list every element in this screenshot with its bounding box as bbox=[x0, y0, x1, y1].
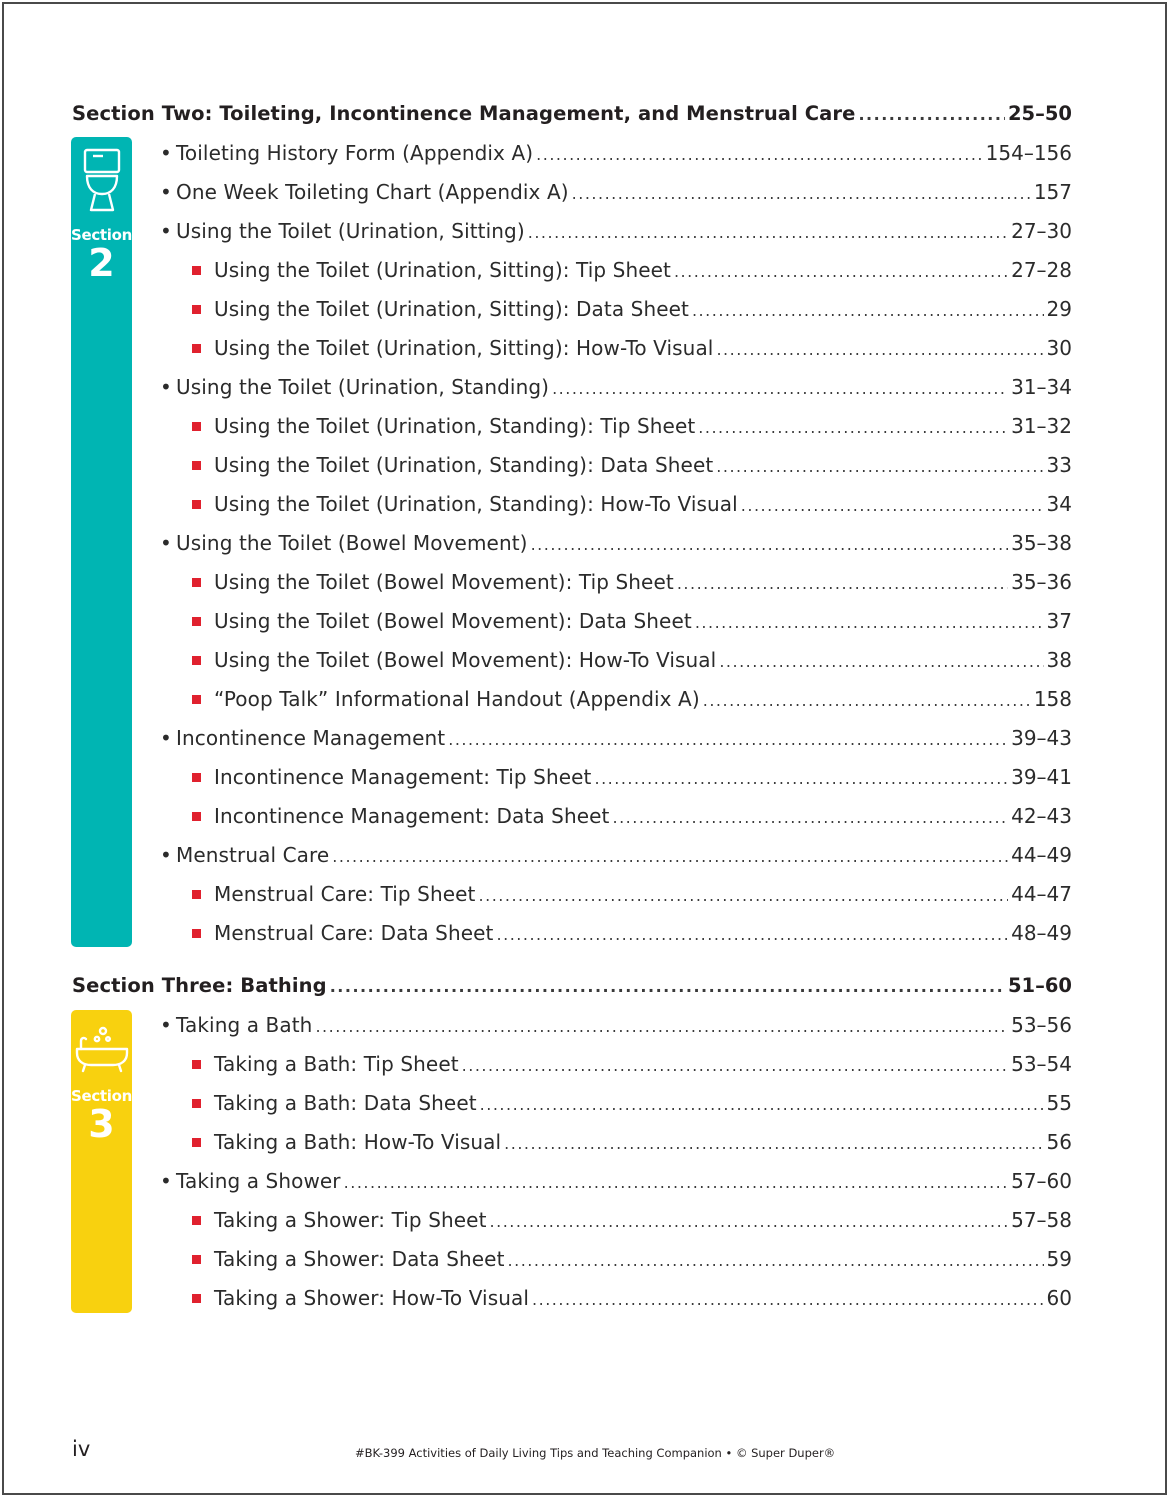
toc-subentry-incontinence-data-sheet[interactable]: Incontinence Management: Data Sheet ..... 42–43 bbox=[192, 804, 1072, 834]
dot-leader bbox=[531, 535, 1009, 554]
toc-subentry-shower-data-sheet[interactable]: Taking a Shower: Data Sheet ..... 59 bbox=[192, 1247, 1072, 1277]
red-square-bullet bbox=[192, 422, 201, 431]
section-three-title: Section Three: Bathing bbox=[72, 974, 327, 997]
section-two-tab-word: Section bbox=[70, 226, 133, 244]
red-square-bullet bbox=[192, 578, 201, 587]
red-square-bullet bbox=[192, 1255, 201, 1264]
dot-leader bbox=[479, 886, 1009, 905]
red-square-bullet bbox=[192, 929, 201, 938]
bullet-dot: • bbox=[160, 843, 172, 867]
red-square-bullet bbox=[192, 890, 201, 899]
red-square-bullet bbox=[192, 695, 201, 704]
section-two-title: Section Two: Toileting, Incontinence Management, and Menstrual Care bbox=[72, 102, 856, 125]
toc-subentry-shower-tip-sheet[interactable]: Taking a Shower: Tip Sheet ..... 57–58 bbox=[192, 1208, 1072, 1238]
red-square-bullet bbox=[192, 266, 201, 275]
section-two-pages: 25–50 bbox=[1007, 102, 1072, 125]
dot-leader bbox=[612, 808, 1008, 827]
section-two-heading[interactable] bbox=[72, 102, 1072, 132]
dot-leader bbox=[677, 574, 1008, 593]
red-square-bullet bbox=[192, 1138, 201, 1147]
toc-subentry-urination-standing-how-to-visual[interactable]: Using the Toilet (Urination, Standing): How-To Visual ..... 34 bbox=[192, 492, 1072, 522]
dot-leader bbox=[572, 184, 1031, 203]
section-three-heading[interactable] bbox=[72, 974, 1072, 1004]
toc-entry-menstrual-care[interactable]: • Menstrual Care ..... 44–49 bbox=[160, 843, 1072, 873]
bathtub-icon bbox=[73, 1019, 131, 1079]
toc-entry-incontinence-management[interactable]: • Incontinence Management ..... 39–43 bbox=[160, 726, 1072, 756]
dot-leader bbox=[695, 613, 1044, 632]
red-square-bullet bbox=[192, 617, 201, 626]
toc-entry-urination-sitting[interactable]: • Using the Toilet (Urination, Sitting) ..... 27–30 bbox=[160, 219, 1072, 249]
dot-leader bbox=[536, 145, 983, 164]
section-three-tab-word: Section bbox=[70, 1087, 133, 1105]
dot-leader bbox=[480, 1095, 1044, 1114]
section-three-tab-number: 3 bbox=[88, 1102, 115, 1146]
dot-leader bbox=[315, 1017, 1008, 1036]
dot-leader bbox=[508, 1251, 1044, 1270]
toc-subentry-bath-how-to-visual[interactable]: Taking a Bath: How-To Visual ..... 56 bbox=[192, 1130, 1072, 1160]
dot-leader bbox=[552, 379, 1008, 398]
bullet-dot: • bbox=[160, 1013, 172, 1037]
toc-subentry-bath-data-sheet[interactable]: Taking a Bath: Data Sheet ..... 55 bbox=[192, 1091, 1072, 1121]
bullet-dot: • bbox=[160, 141, 172, 165]
dot-leader bbox=[716, 340, 1043, 359]
dot-leader bbox=[698, 418, 1008, 437]
toc-entry-bowel-movement[interactable]: • Using the Toilet (Bowel Movement) ..... 35–38 bbox=[160, 531, 1072, 561]
red-square-bullet bbox=[192, 656, 201, 665]
toc-subentry-shower-how-to-visual[interactable]: Taking a Shower: How-To Visual ..... 60 bbox=[192, 1286, 1072, 1316]
section-three-pages: 51–60 bbox=[1007, 974, 1072, 997]
toc-subentry-bowel-movement-tip-sheet[interactable]: Using the Toilet (Bowel Movement): Tip Sheet ..... 35–36 bbox=[192, 570, 1072, 600]
dot-leader bbox=[330, 977, 1005, 996]
dot-leader bbox=[719, 652, 1043, 671]
dot-leader bbox=[703, 691, 1031, 710]
dot-leader bbox=[674, 262, 1008, 281]
footer-credit: #BK-399 Activities of Daily Living Tips and Teaching Companion • © Super Duper® bbox=[355, 1446, 836, 1460]
dot-leader bbox=[716, 457, 1043, 476]
toc-entry-one-week-toileting-chart[interactable]: • One Week Toileting Chart (Appendix A) ..... 157 bbox=[160, 180, 1072, 210]
toc-entry-taking-a-bath[interactable]: • Taking a Bath ..... 53–56 bbox=[160, 1013, 1072, 1043]
dot-leader bbox=[594, 769, 1008, 788]
toc-subentry-bowel-movement-data-sheet[interactable]: Using the Toilet (Bowel Movement): Data Sheet ..... 37 bbox=[192, 609, 1072, 639]
toc-subentry-menstrual-tip-sheet[interactable]: Menstrual Care: Tip Sheet ..... 44–47 bbox=[192, 882, 1072, 912]
red-square-bullet bbox=[192, 812, 201, 821]
red-square-bullet bbox=[192, 1099, 201, 1108]
red-square-bullet bbox=[192, 1216, 201, 1225]
dot-leader bbox=[497, 925, 1009, 944]
toc-subentry-bath-tip-sheet[interactable]: Taking a Bath: Tip Sheet ..... 53–54 bbox=[192, 1052, 1072, 1082]
page-number: iv bbox=[72, 1437, 91, 1461]
red-square-bullet bbox=[192, 461, 201, 470]
section-two-tab-number: 2 bbox=[88, 241, 115, 285]
red-square-bullet bbox=[192, 500, 201, 509]
toc-subentry-urination-standing-tip-sheet[interactable]: Using the Toilet (Urination, Standing): Tip Sheet ..... 31–32 bbox=[192, 414, 1072, 444]
bullet-dot: • bbox=[160, 726, 172, 750]
section-three-tab bbox=[71, 1010, 132, 1313]
red-square-bullet bbox=[192, 344, 201, 353]
toc-entry-taking-a-shower[interactable]: • Taking a Shower ..... 57–60 bbox=[160, 1169, 1072, 1199]
dot-leader bbox=[462, 1056, 1008, 1075]
toc-subentry-incontinence-tip-sheet[interactable]: Incontinence Management: Tip Sheet ..... 39–41 bbox=[192, 765, 1072, 795]
dot-leader bbox=[532, 1290, 1044, 1309]
toc-subentry-urination-sitting-tip-sheet[interactable]: Using the Toilet (Urination, Sitting): Tip Sheet ..... 27–28 bbox=[192, 258, 1072, 288]
toc-entry-urination-standing[interactable]: • Using the Toilet (Urination, Standing) ..... 31–34 bbox=[160, 375, 1072, 405]
red-square-bullet bbox=[192, 773, 201, 782]
dot-leader bbox=[741, 496, 1044, 515]
toc-subentry-bowel-movement-how-to-visual[interactable]: Using the Toilet (Bowel Movement): How-To Visual ..... 38 bbox=[192, 648, 1072, 678]
toc-subentry-urination-standing-data-sheet[interactable]: Using the Toilet (Urination, Standing): Data Sheet ..... 33 bbox=[192, 453, 1072, 483]
bullet-dot: • bbox=[160, 531, 172, 555]
red-square-bullet bbox=[192, 305, 201, 314]
toc-subentry-urination-sitting-how-to-visual[interactable]: Using the Toilet (Urination, Sitting): How-To Visual ..... 30 bbox=[192, 336, 1072, 366]
dot-leader bbox=[504, 1134, 1043, 1153]
dot-leader bbox=[490, 1212, 1009, 1231]
bullet-dot: • bbox=[160, 375, 172, 399]
toc-subentry-urination-sitting-data-sheet[interactable]: Using the Toilet (Urination, Sitting): Data Sheet ..... 29 bbox=[192, 297, 1072, 327]
toc-subentry-poop-talk-handout[interactable]: “Poop Talk” Informational Handout (Appendix A) ..... 158 bbox=[192, 687, 1072, 717]
red-square-bullet bbox=[192, 1060, 201, 1069]
toc-entry-toileting-history-form[interactable]: • Toileting History Form (Appendix A) ..... 154–156 bbox=[160, 141, 1072, 171]
dot-leader bbox=[448, 730, 1008, 749]
bullet-dot: • bbox=[160, 219, 172, 243]
section-two-tab bbox=[71, 137, 132, 947]
dot-leader bbox=[858, 105, 1005, 124]
dot-leader bbox=[344, 1173, 1008, 1192]
dot-leader bbox=[332, 847, 1008, 866]
dot-leader bbox=[692, 301, 1044, 320]
red-square-bullet bbox=[192, 1294, 201, 1303]
toilet-icon bbox=[81, 146, 123, 218]
bullet-dot: • bbox=[160, 180, 172, 204]
toc-subentry-menstrual-data-sheet[interactable]: Menstrual Care: Data Sheet ..... 48–49 bbox=[192, 921, 1072, 951]
dot-leader bbox=[528, 223, 1008, 242]
bullet-dot: • bbox=[160, 1169, 172, 1193]
